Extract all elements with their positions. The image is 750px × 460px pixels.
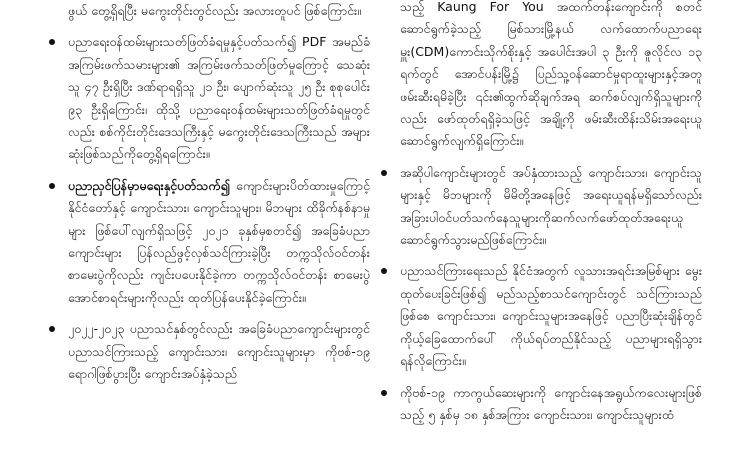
left-continuation-paragraph: ဖွယ် တွေ့ရှိရပြီး မကွေးတိုင်းတွင်လည်း အလားတူပင် ဖြစ်ကြောင်း။ (68, 3, 361, 18)
bullet-text: ကိုဗစ်-၁၉ ကာကွယ်ဆေးများကို ကျောင်းနေအရွယ်ကလေးများဖြစ်သည့် ၅ နှစ်မှ ၁၈ နှစ်အကြား ကျောင်းသား၊ ကျောင်းသူများထံ (400, 384, 702, 422)
list-item (45, 318, 370, 385)
bullet-text: ပညာရေးဝန်ထမ်းများသတ်ဖြတ်ခံရမှုနှင့်ပတ်သက်၍ PDF အမည်ခံအကြမ်းဖက်သမားများ၏ အကြမ်းဖက်သတ်ဖြတ်မှုကြောင့် သေဆုံးသူ ၄၇ ဦးရှိပြီး ဒဏ်ရာရရှိသူ ၂၁ ဦး၊ ပျောက်ဆုံးသူ ၂၅ ဦး စုစုပေါင်း ၉၃ ဦးရှိကြောင်း၊ ထိုသို့ ပညာရေးဝန်ထမ်းများသတ်ဖြတ်ခံရမှုတွင်လည်း စစ်ကိုင်းတိုင်းဒေသကြီးနှင့် မကွေးတိုင်းဒေသကြီးသည် အများဆုံးဖြစ်သည်ကိုတွေ့ရှိရကြောင်း။ (68, 34, 370, 162)
bullet-icon (49, 183, 55, 189)
bullet-icon (49, 39, 55, 45)
left-column (45, 0, 370, 386)
right-column (377, 0, 702, 426)
list-item (377, 162, 702, 252)
right-continuation-paragraph: သည့် Kaung For You အထက်တန်းကျောင်းကို စတင်ဆောင်ရွက်ခဲ့သည့် မြစ်သားမြို့နယ် လက်ထောက်ပညာရေးမှူး(CDM)ကောင်းသိုက်စိုးနှင့် အပေါင်းအပါ ၃ ဦးကို ဇူလိုင်လ ၁၃ ရက်တွင် အောင်ပန်းမြို့၌ ပြည်သူ့ဝန်ဆောင်မှုရာထူးများနှင့်အတူ ဖမ်းဆီးရမိခဲ့ပြီး ၎င်း၏ထွက်ဆိုချက်အရ ဆက်စပ်လျက်ရှိသူများကိုလည်း ဖော်ထုတ်ရရှိခဲ့သဖြင့် အချို့ကို ဖမ်းဆီးထိန်းသိမ်းအရေးယူဆောင်ရွက်လျက်ရှိကြောင်း။ (400, 0, 702, 149)
bullet-bold-heading: ပညာညှင်ပြန်မှာမရေးနှင့်ပတ်သက်၍ (68, 177, 230, 193)
bullet-text: အဆိုပါကျောင်းများတွင် အပ်နှံထားသည့် ကျောင်းသား၊ ကျောင်းသူများနှင့် မိဘများကို မိမိတို့အနေဖြင့် အရေးယူရန်မရှိသော်လည်း အခြားပါဝင်ပတ်သက်နေသူများကိုဆက်လက်ဖော်ထုတ်အရေးယူ ဆောင်ရွက်သွားမည်ဖြစ်ကြောင်း။ (400, 164, 702, 248)
bullet-icon (381, 268, 387, 274)
list-item (45, 31, 370, 165)
bullet-text: ၂၀၂၂-၂၀၂၃ ပညာသင်နှစ်တွင်လည်း အခြေခံပညာကျောင်းများတွင် ပညာသင်ကြားသည့် ကျောင်းသား၊ ကျောင်းသူများမှာ ကိုဗစ်-၁၉ ရောဂါဖြစ်ပွားပြီး ကျောင်းအပ်နှံခဲ့သည် (68, 321, 370, 382)
bullet-icon (49, 326, 55, 332)
list-item (45, 175, 370, 309)
left-bullet-list (45, 31, 370, 385)
list-item (377, 382, 702, 427)
bullet-icon (381, 170, 387, 176)
right-bullet-list (377, 162, 702, 426)
list-item (377, 260, 702, 372)
bullet-text: ကျောင်းများပိတ်ထားမှုကြောင့် နိုင်ငံတော်နှင့် ကျောင်းသား၊ ကျောင်းသူများ၊ မိဘများ ထိခိုက်နစ်နာမှုများ ဖြစ်ပေါ်လျက်ရှိသဖြင့် ၂၀၂၁ ခုနှစ်မှစတင်၍ အခြေခံပညာကျောင်းများ ပြန်လည်ဖွင့်လှစ်သင်ကြားခဲ့ပြီး တက္ကသိုလ်ဝင်တန်းစာမေးပွဲကိုလည်း ကျင်းပပေးနိုင်ခဲ့ကာ တက္ကသိုလ်ဝင်တန်း စာမေးပွဲအောင်စာရင်းများကိုလည်း ထုတ်ပြန်ပေးနိုင်ခဲ့ကြောင်း။ (68, 177, 370, 305)
bullet-text: ပညာသင်ကြားရေးသည် နိုင်ငံအတွက် လူသားအရင်းအမြစ်များ မွေးထုတ်ပေးခြင်းဖြစ်၍ မည်သည့်စာသင်ကျောင်းတွင် သင်ကြားသည်ဖြစ်စေ ကျောင်းသား၊ ကျောင်းသူများအနေဖြင့် ပညာပြီးဆုံးချိန်တွင် ကိုယ့်ခြေထောက်ပေါ် ကိုယ်ရပ်တည်နိုင်သည့် ပညာများရရှိသွားရန်လိုကြောင်း။ (400, 263, 702, 369)
bullet-icon (381, 390, 387, 396)
